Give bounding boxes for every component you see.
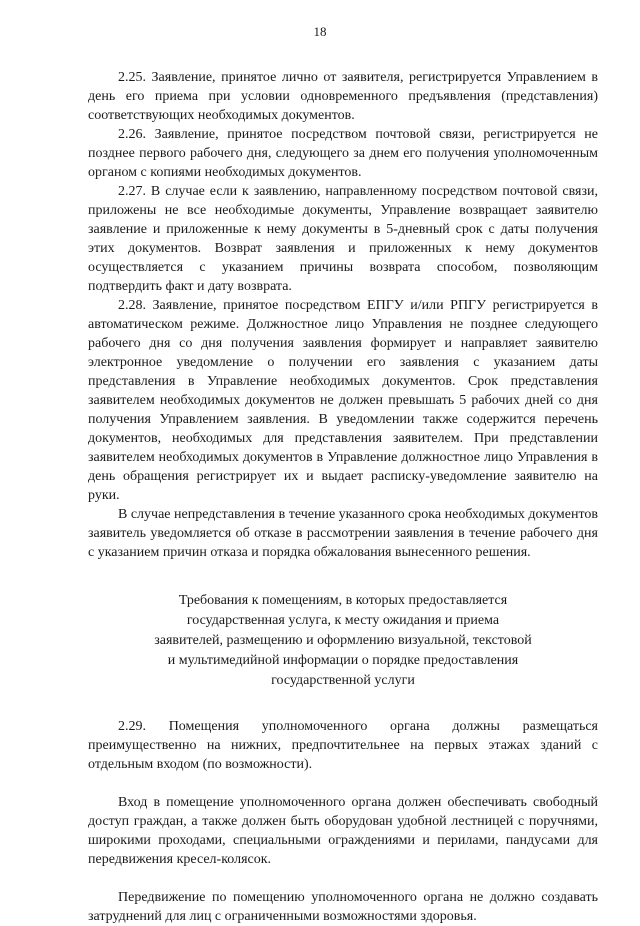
paragraph-2-27: 2.27. В случае если к заявлению, направленному посредством почтовой связи, приложены не все необходимые документы, Управление возвращает заявителю заявление и приложенные к нему документы в 5-дневный срок с даты получения этих документов. Возврат заявления и приложенных к нему документов осуществляется с указанием причины возврата способом, позволяющим подтвердить факт и дату возврата. (88, 184, 598, 294)
paragraph-2-28: 2.28. Заявление, принятое посредством ЕПГУ и/или РПГУ регистрируется в автоматическом режиме. Должностное лицо Управления не позднее следующего рабочего дня со дня получения заявления формирует и направляет заявителю электронное уведомление о получении его заявления с указанием даты представления в Управление необходимых документов. Срок представления заявителем необходимых документов не должен превышать 5 рабочих дней со дня получения Управлением заявления. В уведомлении также содержится перечень документов, необходимых для представления заявителем. При представлении заявителем необходимых документов в Управление должностное лицо Управления в день обращения регистрирует их и выдает расписку-уведомление заявителю на руки. (88, 298, 598, 503)
paragraph-entrance: Вход в помещение уполномоченного органа должен обеспечивать свободный доступ граждан, а также должен быть оборудован удобной лестницей с поручнями, широкими проходами, специальными ограждениями и перилами, пандусами для передвижения кресел-колясок. (88, 795, 598, 867)
paragraph-2-25: 2.25. Заявление, принятое лично от заявителя, регистрируется Управлением в день его приема при условии одновременного предъявления (представления) соответствующих необходимых документов. (88, 70, 598, 123)
paragraph-2-26: 2.26. Заявление, принятое посредством почтовой связи, регистрируется не позднее первого рабочего дня, следующего за днем его получения уполномоченным органом с копиями необходимых документов. (88, 127, 598, 180)
paragraph-2-28-continued: В случае непредставления в течение указанного срока необходимых документов заявитель уведомляется об отказе в рассмотрении заявления в течение рабочего дня с указанием причин отказа и порядка обжалования вынесенного решения. (88, 507, 599, 560)
document-body (88, 68, 598, 926)
section-heading-line: государственной услуги (271, 673, 415, 688)
section-heading-line: и мультимедийной информации о порядке предоставления (167, 653, 519, 668)
paragraph-2-29: 2.29. Помещения уполномоченного органа должны размещаться преимущественно на нижних, предпочтительнее на первых этажах зданий с отдельным входом (по возможности). (88, 719, 598, 772)
section-heading-line: заявителей, размещению и оформлению визуальной, текстовой (154, 633, 532, 648)
section-heading (88, 591, 598, 691)
paragraph-movement: Передвижение по помещению уполномоченного органа не должно создавать затруднений для лиц с ограниченными возможностями здоровья. (88, 890, 598, 924)
page-number: 18 (313, 24, 327, 39)
section-heading-line: Требования к помещениям, в которых предоставляется (178, 593, 508, 608)
section-heading-line: государственная услуга, к месту ожидания и приема (186, 613, 500, 628)
